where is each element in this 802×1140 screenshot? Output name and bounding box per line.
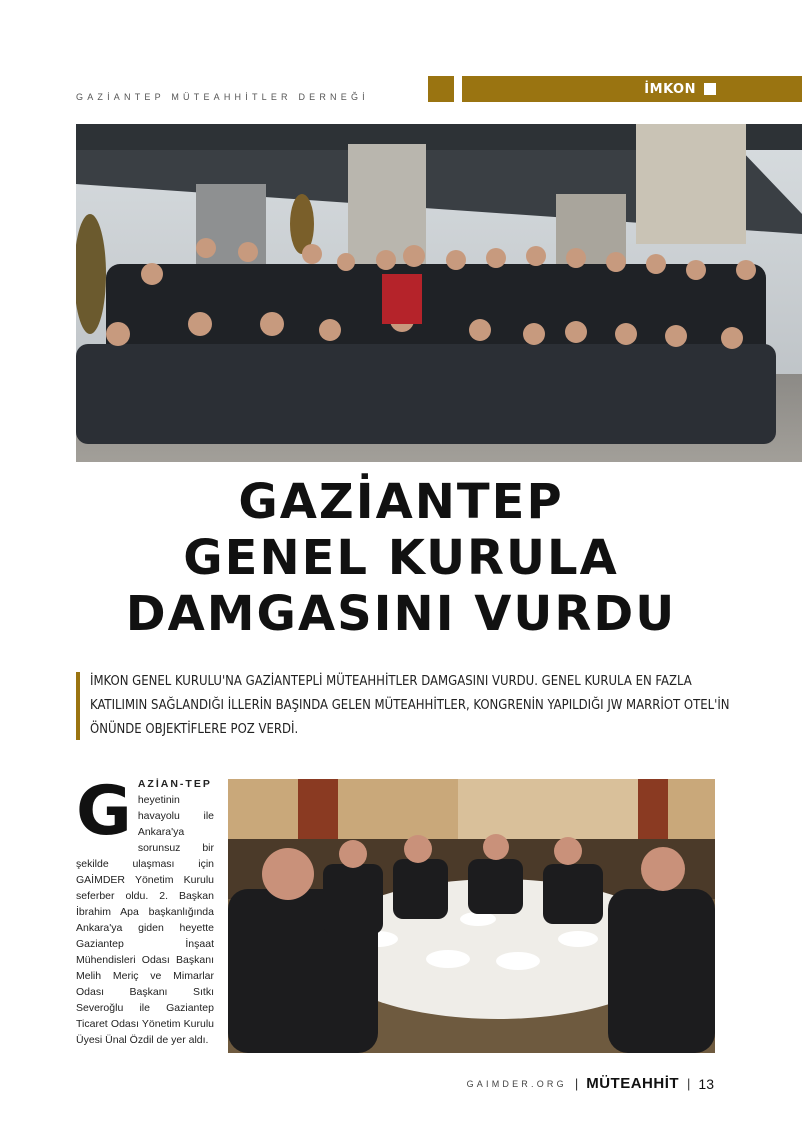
group-photo [76, 124, 802, 462]
article-title [0, 474, 802, 642]
footer-site: GAIMDER.ORG [466, 1078, 567, 1089]
lead-paragraph: İMKON GENEL KURULU'NA GAZİANTEPLİ MÜTEAHHİTLER DAMGASINI VURDU. GENEL KURULA EN FAZLA KATILIMIN SAĞLANDIĞI İLLERİN BAŞINDA GELEN MÜTEAHHİTLER, KONGRENİN YAPILDIĞI JW MARRİOT OTEL'İN ÖNÜNDE OBJEKTİFLERE POZ VERDİ. [90, 674, 730, 737]
title-line-3: DAMGASINI VURDU [125, 586, 677, 642]
drop-cap: G [76, 772, 132, 851]
page-footer [467, 1075, 714, 1092]
section-label: İMKON [644, 81, 696, 97]
article-body [76, 772, 214, 1048]
lead-accent-bar [76, 672, 80, 740]
title-line-1: GAZİANTEP [238, 474, 564, 530]
article-body-text: heyetinin havayolu ile Ankara'ya sorunsuz bir şekilde ulaşması için GAİMDER Yönetim Kurulu seferber oldu. 2. Başkan İbrahim Apa başkanlığında Ankara'ya giden heyette Gaziantep İnşaat Mühendisleri Odası Başkanı Melih Meriç ve Mimarlar Odası Başkanı Sıtkı Severoğlu ile Gaziantep Ticaret Odası Yönetim Kurulu Üyesi Ünal Özdil de yer aldı. [76, 794, 214, 1046]
header-accent-block [428, 76, 454, 102]
section-square-icon [704, 83, 716, 95]
title-line-2: GENEL KURULA [183, 530, 619, 586]
section-label-bar [462, 76, 802, 102]
footer-separator: | [574, 1076, 579, 1091]
page-number: 13 [698, 1075, 714, 1092]
article-first-word: AZİAN-TEP [137, 778, 212, 790]
dinner-photo [228, 779, 715, 1053]
footer-magazine: MÜTEAHHİT [586, 1075, 680, 1092]
header-association: GAZİANTEP MÜTEAHHİTLER DERNEĞİ [76, 92, 369, 102]
footer-separator-2: | [687, 1076, 691, 1091]
